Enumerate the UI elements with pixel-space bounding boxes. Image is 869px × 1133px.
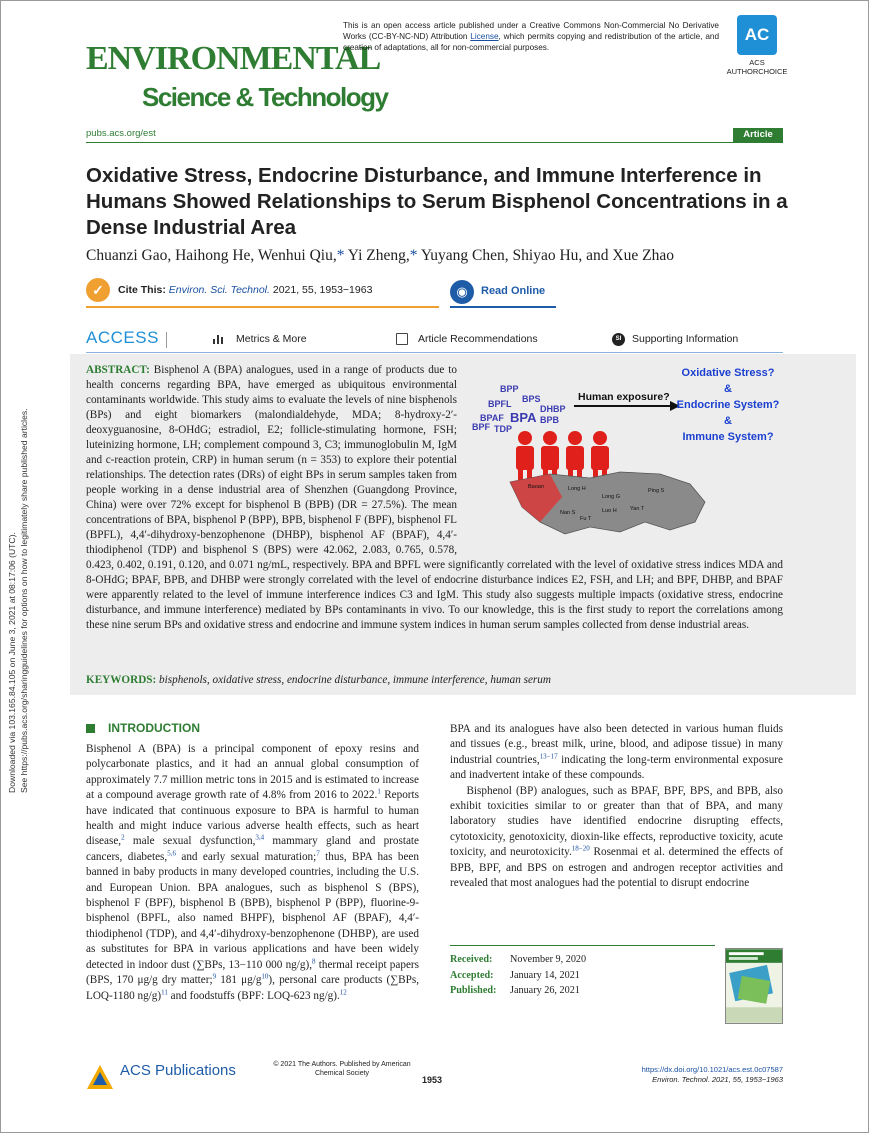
toc-map-label: Long G (602, 494, 621, 500)
toc-arrow-label: Human exposure? (578, 391, 670, 403)
license-text-before: This is an open access article published under a Creative Commons Non-Commercial No Derivative Works (CC-BY-NC-ND) Attribution (343, 21, 719, 41)
toc-map-label: Fu T (580, 516, 592, 522)
cite-this[interactable] (118, 284, 372, 296)
toc-float-spacer (457, 363, 783, 555)
toc-map-label: Yan T (630, 506, 645, 512)
toc-map-label: Luo H (602, 508, 617, 514)
toc-bp-label: BPA (510, 410, 537, 425)
read-online-underline (450, 306, 556, 308)
journal-cover-thumbnail[interactable] (725, 948, 783, 1024)
recommendations-tab[interactable]: Article Recommendations (418, 333, 538, 345)
access-rule (86, 352, 783, 353)
license-link[interactable]: License (470, 32, 499, 41)
corresponding-star-icon[interactable]: * (336, 247, 345, 264)
journal-url[interactable]: pubs.acs.org/est (86, 128, 156, 139)
authors-part2: Yi Zheng, (344, 247, 410, 264)
toc-bp-label: BPS (522, 394, 541, 404)
publication-dates (450, 952, 710, 999)
page-number: 1953 (422, 1075, 443, 1085)
abstract-label: ABSTRACT: (86, 364, 150, 376)
abstract-text: Bisphenol A (BPA) analogues, used in a range of products due to health concerns regarding BPA, have emerged as ubiquitous environmental contaminants worldwide. This study aims to evaluate the levels of nine bisphenols (BPs) and eight biomarkers (malondialdehyde, MDA; 8-hydroxy-2′-deoxyguanosine, 8-OHdG; estradiol, E2; follicle-stimulating hormone, FSH; luteinizing hormone, LH; complement compound 3, C3; immunoglobulin M, IgM and c-reaction protein, CRP) in human serum (n = 353) to explore their potential relationships. The detection rates (DRs) of eight BPs in serum samples taken from people working in a dense industrial area of Shenzhen (Guangdong Province, China) were over 72% except for bisphenol B (BPB) (DR = 27.5%). The mean concentrations of BPA, bisphenol P (BPP), BPB, bisphenol F (BPF), bisphenol FL (BPFL), 4,4′-dihydroxy-benzophenone (DHBP), bisphenol AF (BPAF), 4,4′-thiodiphenol (TDP) and bisphenol S (BPS) were 42.062, 2.083, 0.765, 0.578, 0.423, 0.402, 0.191, 0.120, and 0.071 ng/mL, respectively. BPA and BPFL were significantly correlated with the level of oxidative stress indices MDA and 8-OHdG; BPAF, BPB, and DHBP were strongly correlated with the level of endocrine disturbance indices E2, FSH, and LH; and BPF, DHBP, and BPAF were apparently related to the level of immune interference indices C3 and IgM. This study also suggests multiple impacts (oxidative stress, endocrine disturbance, and immune interference) mediated by BPs contaminants in vivo. To our knowledge, this is the first study to report the correlations among these nine serum BPs and oxidative stress and endocrine and immune system indices in human serum samples collected from dense industrial areas. (86, 364, 783, 631)
keywords-text: bisphenols, oxidative stress, endocrine disturbance, immune interference, human serum (159, 674, 551, 686)
toc-bp-label: BPB (540, 415, 560, 425)
toc-map-label: Nan S (560, 510, 576, 516)
toc-bp-label: BPFL (488, 399, 512, 409)
supporting-info-tab[interactable]: Supporting Information (632, 333, 739, 345)
license-text-after: , which permits copying and redistribution of the article, and creation of adaptations, all for non-commercial purposes. (343, 32, 719, 52)
intro-heading: INTRODUCTION (108, 721, 200, 735)
copyright: © 2021 The Authors. Published by American Chemical Society (273, 1061, 411, 1077)
article-title: Oxidative Stress, Endocrine Disturbance, and Immune Interference in Humans Showed Relationships to Serum Bisphenol Concentrations in a Dense Industrial Area (86, 164, 788, 239)
toc-map-label: Baoan (528, 484, 544, 490)
toc-bp-label: BPF (472, 422, 490, 432)
journal-logo-line1: ENVIRONMENTAL (86, 40, 381, 77)
toc-bp-label: TDP (494, 424, 512, 434)
toc-map-label: Ping S (648, 488, 665, 494)
keywords-label: KEYWORDS: (86, 674, 157, 686)
toc-amp: & (724, 415, 732, 427)
abstract (86, 363, 783, 633)
doi-link[interactable]: https://dx.doi.org/10.1021/acs.est.0c07587 (641, 1065, 783, 1074)
download-note (4, 345, 34, 795)
metrics-tab[interactable]: Metrics & More (236, 333, 307, 345)
toc-bp-label: BPAF (480, 413, 504, 423)
toc-amp: & (724, 383, 732, 395)
toc-q3: Immune System? (682, 431, 774, 443)
toc-q1: Oxidative Stress? (681, 367, 775, 379)
accepted-label: Accepted: (450, 969, 494, 981)
author-list (86, 246, 786, 266)
access-label: ACCESS (86, 328, 159, 347)
corresponding-star-icon[interactable]: * (409, 247, 418, 264)
cite-journal: Environ. Sci. Technol. (168, 284, 270, 296)
toc-map-label: Long H (568, 486, 586, 492)
intro-column-left: Bisphenol A (BPA) is a principal component of epoxy resins and polycarbonate plastics, and it had an annual global consumption of approximately 7.7 million metric tons in 2015 and is estimated to increase at a compound average growth rate of 4.8% from 2016 to 2022.$^1$ Reports have indicated that continuous exposure to BPA is harmful to human health and might induce various adverse health effects, such as heart disease,$^2$ male sexual dysfunction,$^{3,4}$ mammary gland and prostate cancers, diabetes,$^{5,6}$ and early sexual maturation;$^7$ thus, BPA has been banned in baby products in many developed countries, including the U.S. and European Union. BPA analogues, such as bisphenol S (BPS), bisphenol F (BPF), bisphenol B (BPB), bisphenol P (BPP), fluorine-9-bisphenol (BPFL, also named BHPF), bisphenol AF (BPAF), 4,4′-thiodiphenol (TDP), and 4,4′-dihydroxy-benzophenone (DHBP), are used as substitutes for BPA in various applications and have been widely detected in indoor dust (∑BPs, 13−110 000 ng/g),$^8$ thermal receipt papers (BPS, 170 μg/g dry matter;$^9$ 181 $\mu g/g^{10}$), personal care products (∑BPs, LOQ-1180 ng/g)$^{11}$ and foodstuffs (BPF: LOQ-623 ng/g).$^{12}$ (86, 743, 420, 1002)
toc-q2: Endocrine System? (676, 399, 780, 411)
acs-publications-logo[interactable]: ACS Publications (120, 1062, 236, 1079)
toc-bp-label: DHBP (540, 404, 566, 414)
authors-part1: Chuanzi Gao, Haihong He, Wenhui Qiu, (86, 247, 337, 264)
cite-label: Cite This: (118, 284, 166, 296)
cite-check-icon[interactable]: ✓ (86, 278, 110, 302)
intro-column-right: BPA and its analogues have also been detected in various human fluids and tissues (e.g., breast milk, urine, blood, and adipose tissue) in many industrial countries,$^{13-17}$ indicating the long-term environmental exposure and inadvertent intake of these compounds. Bisphenol (BP) analogues, such as BPAF, BPF, BPS, and BPB, also exhibit toxicities similar to or greater than that of BPA, and many laboratory studies have identified endocrine disrupting effects, cytotoxicity, genotoxicity, dioxin-like effects, reproductive toxicity, acute toxicity, and neurotoxicity.$^{18-20}$ Rosenmai et al. determined the effects of BPB, BPF, and BPS on estrogen and androgen receptor activities and revealed that most analogues had the potential to disrupt endocrine (450, 723, 783, 890)
read-online-link[interactable]: Read Online (481, 285, 546, 297)
license-notice (343, 20, 719, 53)
bar-chart-icon (212, 333, 224, 345)
received-label: Received: (450, 954, 493, 965)
si-icon: SI (612, 333, 625, 346)
globe-icon[interactable]: ◉ (450, 280, 474, 304)
accepted-date: January 14, 2021 (510, 969, 580, 981)
recommendations-icon (396, 333, 408, 345)
toc-bp-label: BPP (500, 384, 519, 394)
access-separator (166, 332, 167, 348)
authors-part3: Yuyang Chen, Shiyao Hu, and Xue Zhao (417, 247, 674, 264)
section-marker (86, 724, 95, 733)
download-note-line1: Downloaded via 103.165.84.105 on June 3, 2021 at 08:17:06 (UTC). (7, 532, 17, 793)
published-label: Published: (450, 985, 497, 996)
doi-block (560, 1065, 783, 1085)
authorchoice-label: ACS AUTHORCHOICE (726, 58, 788, 76)
published-date: January 26, 2021 (510, 985, 580, 996)
cite-ref: 2021, 55, 1953−1963 (269, 284, 373, 296)
article-type-badge: Article (733, 128, 783, 142)
journal-logo-line2: Science & Technology (142, 82, 388, 112)
acs-logo-icon (86, 1063, 114, 1091)
footer-citation: Environ. Technol. 2021, 55, 1953−1963 (652, 1075, 783, 1084)
received-date: November 9, 2020 (510, 954, 587, 965)
dates-rule (450, 945, 715, 946)
keywords (86, 674, 551, 686)
header-rule (86, 142, 783, 143)
authorchoice-logo: AC (737, 15, 777, 55)
download-note-line2[interactable]: See https://pubs.acs.org/sharingguidelines for options on how to legitimately share published articles. (19, 408, 29, 793)
cite-underline (86, 306, 439, 308)
